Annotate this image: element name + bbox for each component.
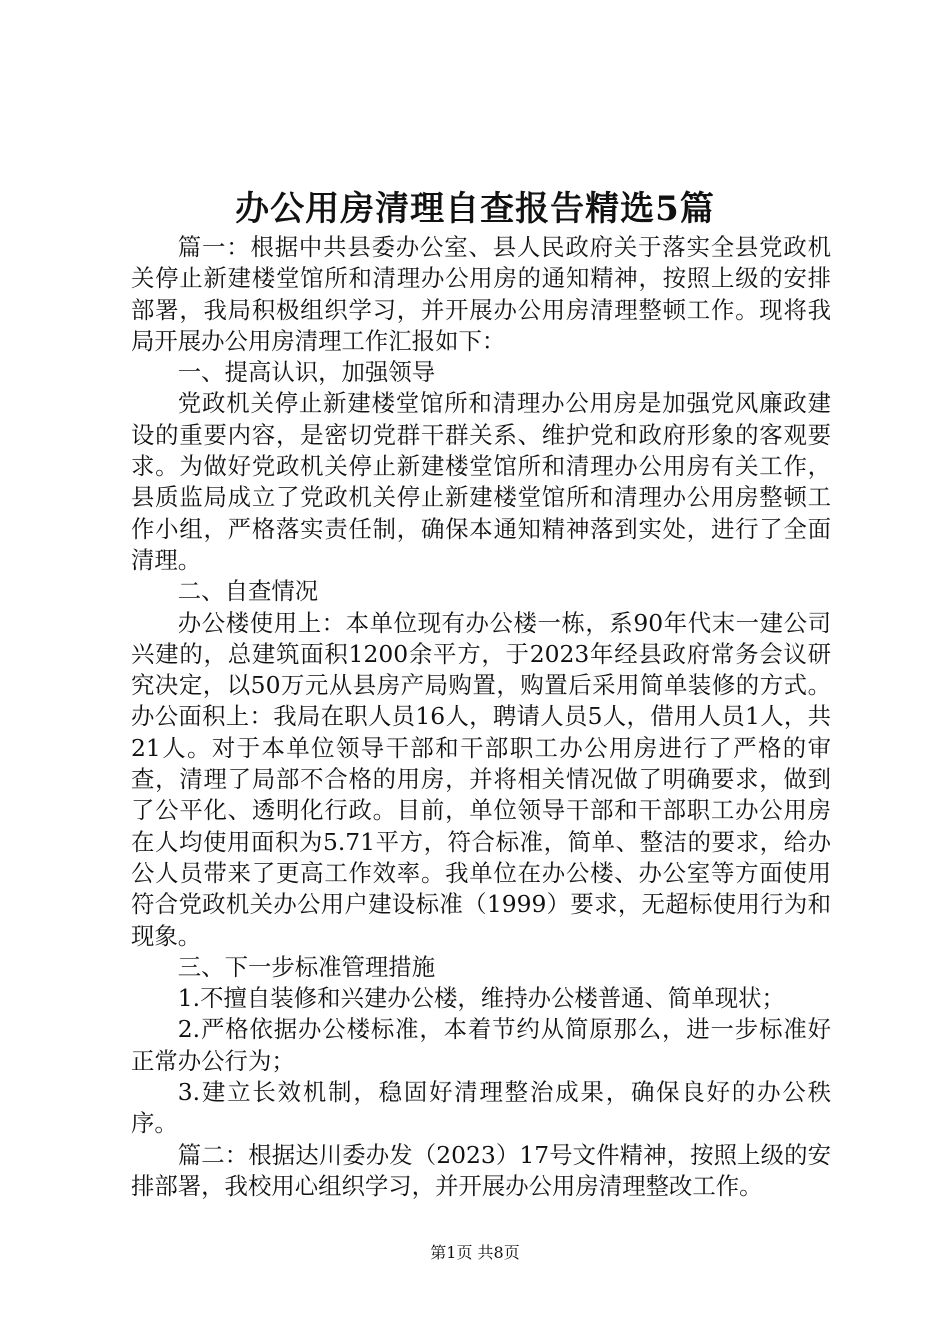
document-body <box>131 232 831 1202</box>
list-item-1: 1.不擅自装修和兴建办公楼，维持办公楼普通、简单现状； <box>177 984 785 1013</box>
document-title: 办公用房清理自查报告精选5篇 <box>235 189 715 229</box>
paragraph-intro: 篇一：根据中共县委办公室、县人民政府关于落实全县党政机关停止新建楼堂馆所和清理办公用房的通知精神，按照上级的安排部署，我局积极组织学习，并开展办公用房清理整顿工作。现将我局开展办公用房清理工作汇报如下： <box>131 233 831 355</box>
section-heading-2: 二、自查情况 <box>177 577 319 606</box>
paragraph-section-1: 党政机关停止新建楼堂馆所和清理办公用房是加强党风廉政建设的重要内容，是密切党群干群关系、维护党和政府形象的客观要求。为做好党政机关停止新建楼堂馆所和清理办公用房有关工作，县质监局成立了党政机关停止新建楼堂馆所和清理办公用房整顿工作小组，严格落实责任制，确保本通知精神落到实处，进行了全面清理。 <box>131 389 831 574</box>
list-item-2: 2.严格依据办公楼标准，本着节约从简原那么，进一步标准好正常办公行为； <box>131 1015 831 1075</box>
list-item-3: 3.建立长效机制，稳固好清理整治成果，确保良好的办公秩序。 <box>131 1078 831 1138</box>
page-number-footer: 第1页 共8页 <box>430 1243 520 1262</box>
paragraph-part-two: 篇二：根据达川委办发（2023）17号文件精神，按照上级的安排部署，我校用心组织学习，并开展办公用房清理整改工作。 <box>131 1140 831 1200</box>
section-heading-1: 一、提高认识，加强领导 <box>177 358 436 387</box>
paragraph-section-2: 办公楼使用上：本单位现有办公楼一栋，系90年代末一建公司兴建的，总建筑面积1200余平方，于2023年经县政府常务会议研究决定，以50万元从县房产局购置，购置后采用简单装修的方式。办公面积上：我局在职人员16人，聘请人员5人，借用人员1人，共21人。对于本单位领导干部和干部职工办公用房进行了严格的审查，清理了局部不合格的用房，并将相关情况做了明确要求，做到了公平化、透明化行政。目前，单位领导干部和干部职工办公用房在人均使用面积为5.71平方，符合标准，简单、整洁的要求，给办公人员带来了更高工作效率。我单位在办公楼、办公室等方面使用符合党政机关办公用户建设标准（1999）要求，无超标使用行为和现象。 <box>131 608 831 950</box>
section-heading-3: 三、下一步标准管理措施 <box>177 952 436 981</box>
